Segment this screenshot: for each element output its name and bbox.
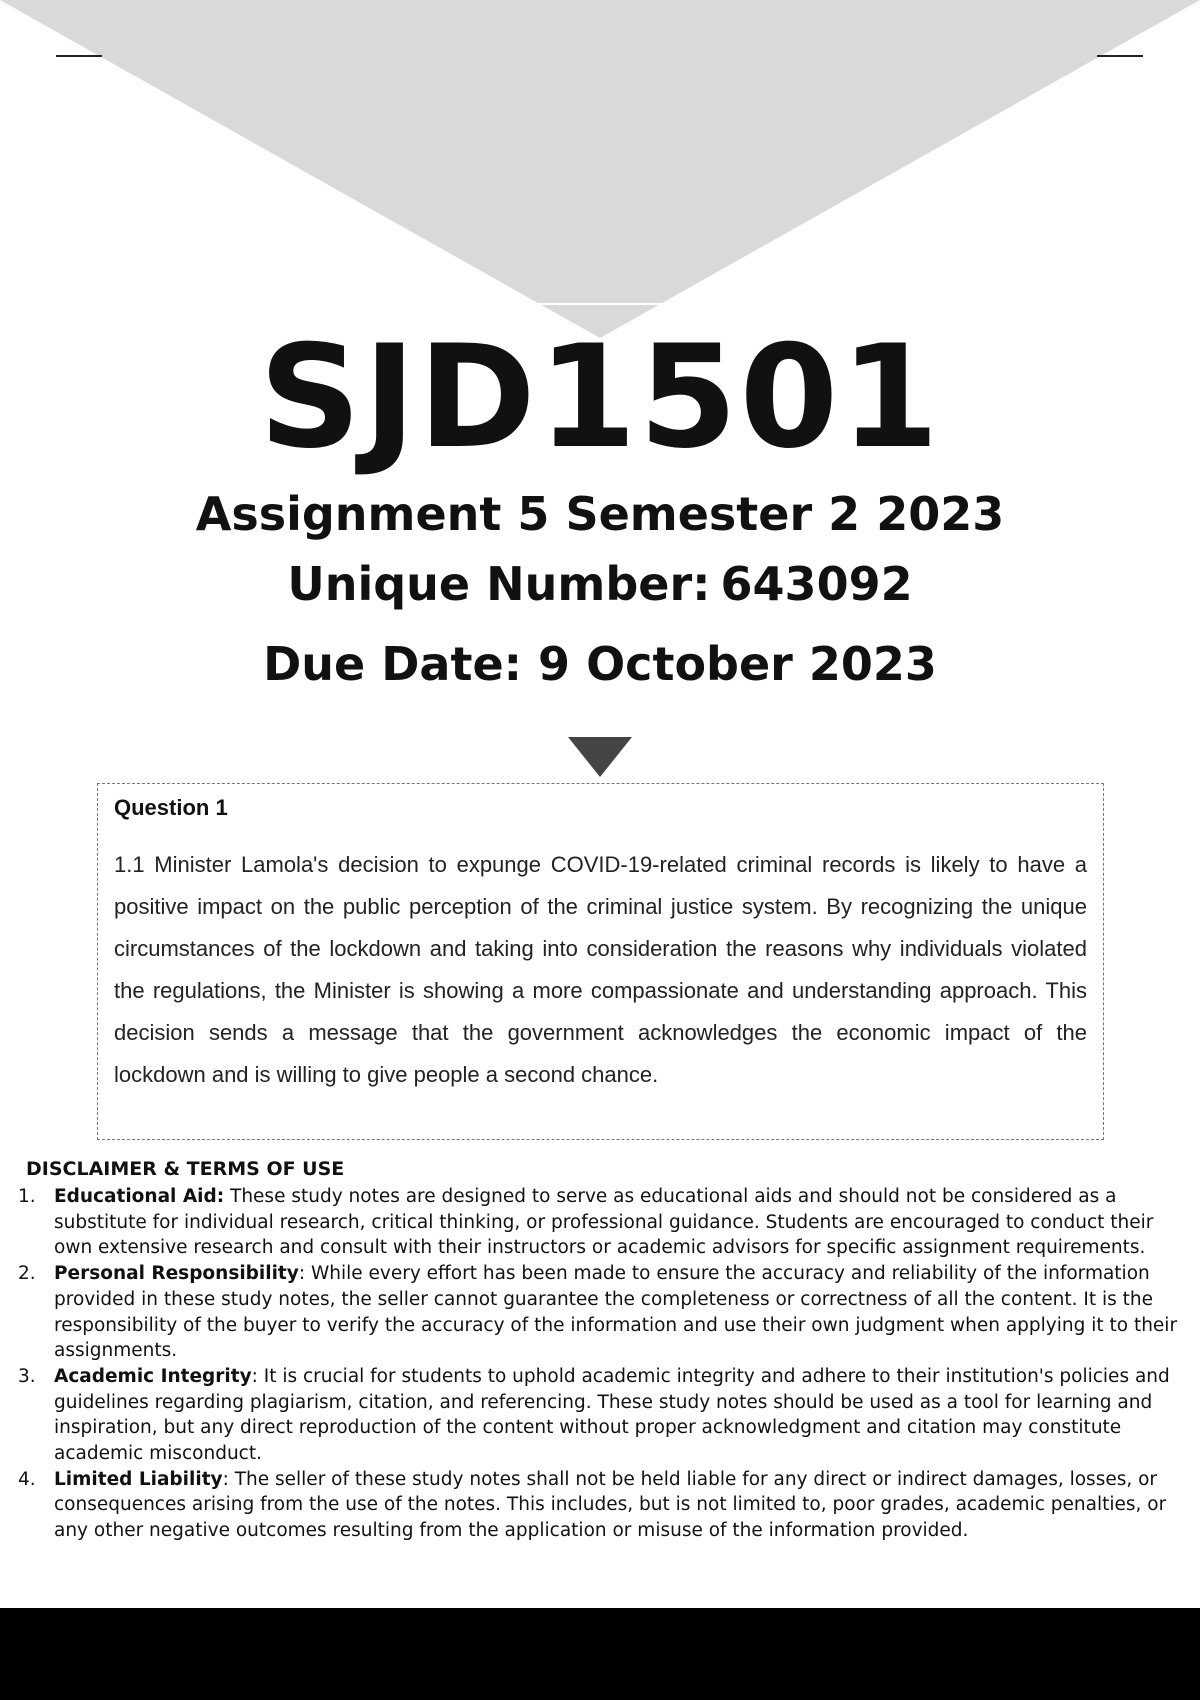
disclaimer-item-heading: Academic Integrity [54, 1365, 252, 1387]
disclaimer-item-text: These study notes are designed to serve as educational aids and should not be considered as a substitute for individual research, critical thinking, or professional guidance. Students are encouraged to conduct their own extensive research and consult with their instructors or academic advisors for specific assignment requirements. [54, 1186, 1154, 1259]
disclaimer-item-heading: Limited Liability [54, 1468, 223, 1490]
unique-number-value: 643092 [720, 557, 913, 611]
due-date-line: Due Date: 9 October 2023 [263, 637, 937, 691]
left-corner-rule [56, 55, 102, 57]
disclaimer-item-number: 1. [18, 1186, 36, 1207]
unique-number-label: Unique Number: [287, 557, 711, 611]
decorative-chevron-banner [0, 0, 1200, 340]
course-code-title: SJD1501 [258, 315, 942, 480]
disclaimer-item [16, 1184, 1188, 1261]
disclaimer-item-text: : It is crucial for students to uphold academic integrity and adhere to their institution's policies and guidelines regarding plagiarism, citation, and referencing. These study notes should be used as a tool for learning and inspiration, but any direct reproduction of the content without proper acknowledgment and citation may constitute academic misconduct. [54, 1365, 1170, 1465]
disclaimer-item-number: 3. [18, 1365, 36, 1387]
footer-bar [0, 1608, 1200, 1700]
question-title: Question 1 [114, 795, 228, 820]
question-answer-text: 1.1 Minister Lamola's decision to expunge COVID-19-related criminal records is likely to have a positive impact on the public perception of the criminal justice system. By recognizing the unique circumstances of the lockdown and taking into consideration the reasons why individuals violated the regulations, the Minister is showing a more compassionate and understanding approach. This decision sends a message that the government acknowledges the economic impact of the lockdown and is willing to give people a second chance. [114, 852, 1087, 1087]
disclaimer-list [16, 1184, 1188, 1544]
disclaimer-title: DISCLAIMER & TERMS OF USE [26, 1158, 345, 1180]
unique-number-line [0, 556, 1200, 612]
disclaimer-item-text: : While every effort has been made to ensure the accuracy and reliability of the information provided in these study notes, the seller cannot guarantee the completeness or correctness of all the content. It is the responsibility of the buyer to verify the accuracy of the information and use their own judgment when applying it to their assignments. [54, 1263, 1178, 1362]
disclaimer-item-number: 2. [18, 1263, 36, 1285]
disclaimer-item [16, 1467, 1188, 1544]
disclaimer-item-number: 4. [18, 1468, 36, 1490]
disclaimer-item-heading: Educational Aid: [54, 1186, 225, 1207]
disclaimer-section [16, 1156, 1188, 1544]
disclaimer-item [16, 1364, 1188, 1467]
down-triangle-icon [568, 737, 632, 777]
disclaimer-item [16, 1261, 1188, 1364]
disclaimer-item-heading: Personal Responsibility [54, 1263, 299, 1285]
disclaimer-item-text: : The seller of these study notes shall not be held liable for any direct or indirect damages, losses, or consequences arising from the use of the notes. This includes, but is not limited to, poor grades, academic penalties, or any other negative outcomes resulting from the application or misuse of the information provided. [54, 1468, 1167, 1542]
assignment-subtitle: Assignment 5 Semester 2 2023 [195, 487, 1005, 541]
right-corner-rule [1097, 55, 1143, 57]
question-box [97, 783, 1104, 1140]
